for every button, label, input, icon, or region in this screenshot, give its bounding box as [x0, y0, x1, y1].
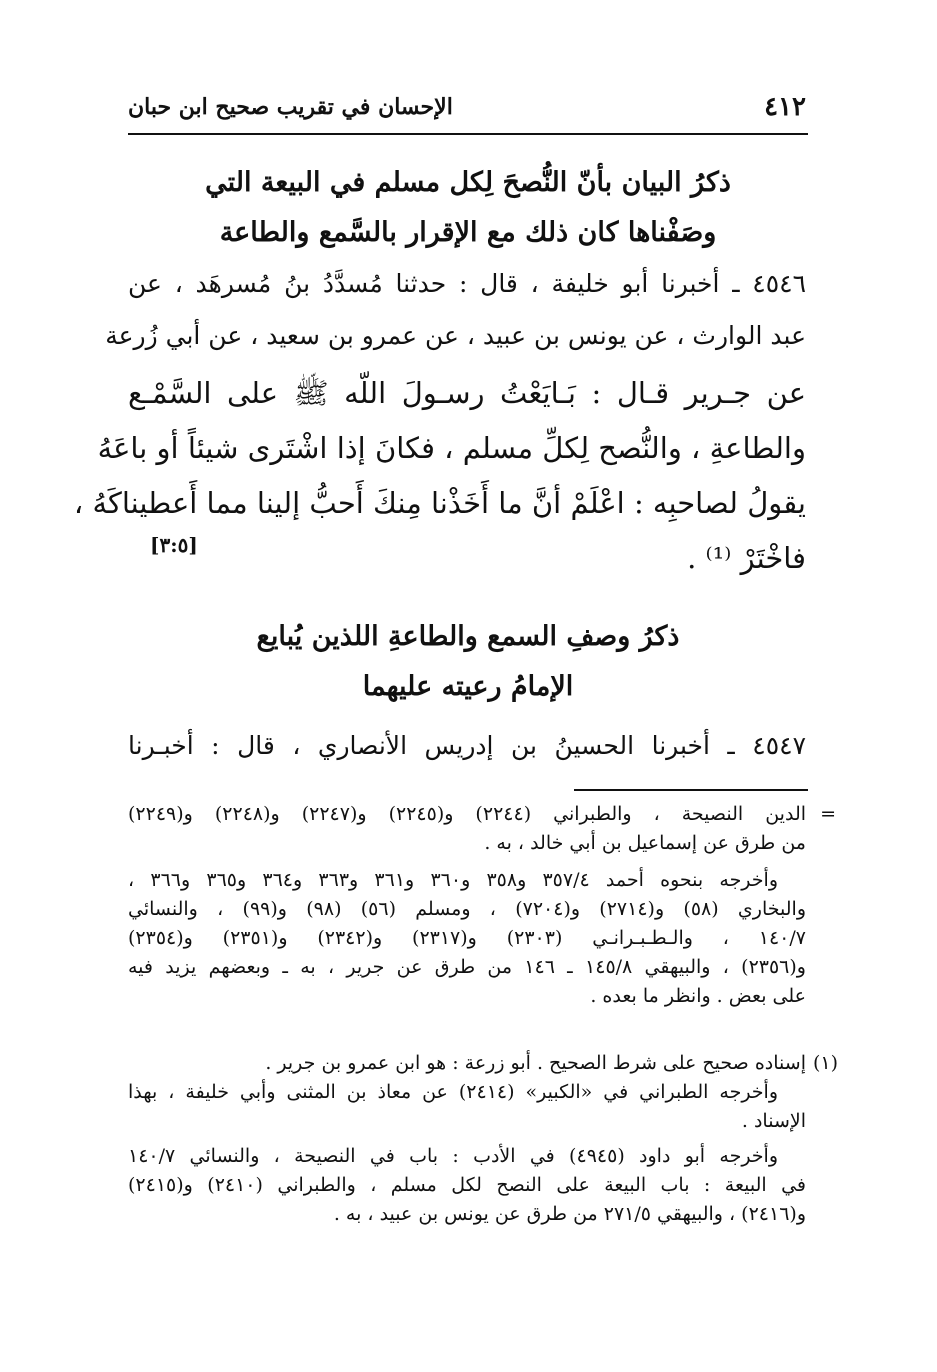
text-line: عبد الوارث ، عن يونس بن عبيد ، عن عمرو بن سعيد ، عن أبي زُرعة	[105, 321, 806, 350]
hadith-4546-isnad	[105, 258, 806, 362]
page-number: ٤١٢	[764, 92, 806, 122]
footnote-rule	[574, 789, 808, 791]
section-reference: [٣:٥]	[150, 533, 198, 557]
footnote-line: وأخرجه الطبراني في «الكبير» (٢٤١٤) عن معاذ بن المثنى وأبي خليفة ، بهذا	[128, 1081, 779, 1103]
running-header	[128, 88, 806, 130]
footnote-line: و(٢٤١٦) ، والبيهقي ٢٧١/٥ من طرق عن يونس بن عبيد ، به .	[333, 1203, 806, 1225]
footnote-line: إسناده صحيح على شرط الصحيح . أبو زرعة : هو ابن عمرو بن جرير .	[265, 1052, 806, 1074]
footnote-continuation	[128, 800, 836, 858]
text-line: يقولُ لصاحبِه : اعْلَمْ أنَّ ما أَخَذْنا مِنكَ أَحبُّ إلينا مما أَعطيناكَهُ ،	[73, 486, 806, 520]
header-rule	[128, 133, 808, 135]
footnote-line: و(٢٣٥٦) ، والبيهقي ١٤٥/٨ ـ ١٤٦ من طرق عن جرير ، به ـ وبعضهم يزيد فيه	[128, 956, 806, 978]
footnote-line: والبخاري (٥٨) و(٢٧١٤) و(٧٢٠٤) ، ومسلم (٥٦) (٩٨) و(٩٩) ، والنسائي	[128, 898, 807, 920]
text-line: عن جـرير قـال : بَـايَعْتُ رسـولَ اللّه ﷺ على السَّمْـع	[128, 376, 806, 410]
footnote-line: الدين النصيحة ، والطبراني (٢٢٤٤) و(٢٢٤٥) و(٢٢٤٧) و(٢٢٤٨) و(٢٢٤٩)	[128, 803, 807, 825]
footnote-1	[128, 1049, 838, 1229]
text-line: فاخْتَرْ ⁽¹⁾ .	[687, 541, 806, 575]
hadith-4547-isnad	[128, 724, 806, 768]
hadith-4546-matn	[73, 366, 806, 586]
text-line: ٤٥٤٦ ـ أخبرنا أبو خليفة ، قال : حدثنا مُسدَّدُ بنُ مُسرهَد ، عن	[128, 269, 806, 298]
heading-line: ذكرُ البيان بأنّ النُّصحَ لِكل مسلم في البيعة التي	[205, 167, 731, 198]
text-line: ٤٥٤٧ ـ أخبرنا الحسينُ بن إدريس الأنصاري ، قال : أخبـرنا	[128, 731, 806, 760]
section-heading-2	[130, 612, 806, 712]
footnote-line: من طرق عن إسماعيل بن أبي خالد ، به .	[484, 832, 806, 854]
heading-line: وصَفْناها كان ذلك مع الإقرار بالسَّمع والطاعة	[219, 217, 717, 248]
footnote-line: في البيعة : باب البيعة على النصح لكل مسلم ، والطبراني (٢٤١٠) و(٢٤١٥)	[128, 1174, 806, 1196]
book-title: الإحسان في تقريب صحيح ابن حبان	[128, 94, 453, 120]
footnote-line: على بعض . وانظر ما بعده .	[590, 985, 806, 1007]
section-heading-1	[130, 158, 806, 258]
footnote-line: ١٤٠/٧ ، والـطـبـرانـي (٢٣٠٣) و(٢٣١٧) و(٢٣٤٢) و(٢٣٥١) و(٢٣٥٤)	[128, 927, 806, 949]
continuation-marker: =	[820, 803, 836, 825]
footnote-line: وأخرجه أبو داود (٤٩٤٥) في الأدب : باب في النصيحة ، والنسائي ١٤٠/٧	[128, 1145, 779, 1167]
footnote-1-marker: (١)	[812, 1052, 838, 1074]
heading-line: الإمامُ رعيته عليهما	[362, 671, 574, 702]
footnote-line: وأخرجه بنحوه أحمد ٣٥٧/٤ و٣٥٨ و٣٦٠ و٣٦١ و٣٦٣ و٣٦٤ و٣٦٥ و٣٦٦ ،	[128, 869, 778, 891]
footnote-takhrij	[128, 866, 806, 1011]
text-line: والطاعةِ ، والنُّصح لِكلِّ مسلم ، فكانَ إذا اشْتَرى شيئاً أو باعَهُ	[97, 431, 806, 465]
heading-line: ذكرُ وصفِ السمع والطاعةِ اللذين يُبايع	[256, 621, 680, 652]
footnote-line: الإسناد .	[741, 1110, 806, 1132]
